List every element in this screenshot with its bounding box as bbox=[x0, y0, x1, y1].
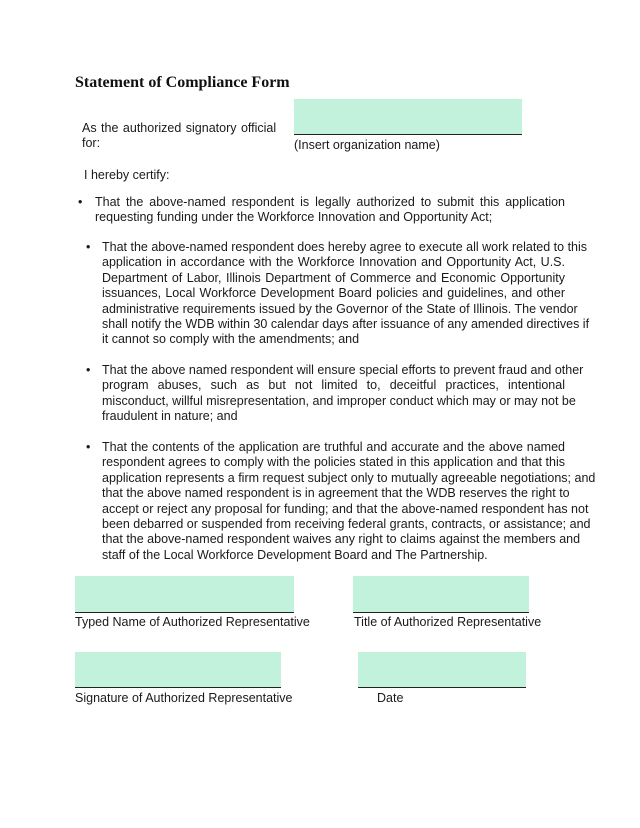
list-item-line: That the contents of the application are truthful and accurate and the above named bbox=[102, 440, 565, 454]
bullet-icon: • bbox=[86, 240, 91, 254]
list-item-line: it cannot so comply with the amendments; and bbox=[102, 332, 360, 347]
organization-name-field[interactable] bbox=[294, 99, 522, 135]
title-label: Title of Authorized Representative bbox=[354, 615, 542, 629]
list-item-line: Department of Labor, Illinois Department of Commerce and Economic Opportunity bbox=[102, 270, 565, 285]
bullet-icon: • bbox=[78, 195, 83, 209]
list-item-line: staff of the Local Workforce Development Board and The Partnership. bbox=[102, 547, 488, 562]
list-item-line: program abuses, such as but not limited to, deceitful practices, intentional bbox=[102, 378, 565, 393]
list-item-line: fraudulent in nature; and bbox=[102, 409, 238, 424]
list-item bbox=[102, 440, 596, 563]
list-item bbox=[102, 363, 584, 425]
signature-label: Signature of Authorized Representative bbox=[75, 691, 293, 705]
list-item-line: misconduct, willful misrepresentation, and improper conduct which may or may not be bbox=[102, 393, 576, 408]
list-item-line: application represents a firm request subject only to mutually agreeable negotiations; and bbox=[102, 470, 596, 485]
list-item-line: issuances, Local Workforce Development Board policies and guidelines, and other bbox=[102, 286, 565, 301]
list-item-line: That the above-named respondent is legally authorized to submit this application bbox=[95, 195, 565, 209]
list-item-line: That the above named respondent will ensure special efforts to prevent fraud and other bbox=[102, 363, 584, 377]
list-item-line: That the above-named respondent does hereby agree to execute all work related to this bbox=[102, 240, 588, 254]
signature-field[interactable] bbox=[75, 652, 281, 688]
title-field[interactable] bbox=[353, 576, 529, 613]
list-item-line: shall notify the WDB within 30 calendar days after issuance of any amended directives if bbox=[102, 317, 590, 332]
list-item-line: requesting funding under the Workforce Innovation and Opportunity Act; bbox=[95, 210, 493, 225]
bullet-icon: • bbox=[86, 363, 91, 377]
date-field[interactable] bbox=[358, 652, 526, 688]
signatory-label: As the authorized signatory official for: bbox=[82, 121, 277, 151]
bullet-icon: • bbox=[86, 440, 91, 454]
list-item bbox=[102, 240, 590, 348]
typed-name-label: Typed Name of Authorized Representative bbox=[75, 615, 310, 629]
form-title: Statement of Compliance Form bbox=[75, 74, 290, 91]
list-item-line: respondent agrees to comply with the policies stated in this application and that this bbox=[102, 455, 565, 470]
list-item-line: that the above named respondent is in agreement that the WDB reserves the right to bbox=[102, 486, 570, 501]
list-item-line: administrative requirements issued by the Governor of the State of Illinois. The vendor bbox=[102, 301, 578, 316]
date-label: Date bbox=[377, 691, 404, 705]
list-item-line: application in accordance with the Workforce Innovation and Opportunity Act, U.S. bbox=[102, 255, 565, 270]
typed-name-field[interactable] bbox=[75, 576, 294, 613]
certify-label: I hereby certify: bbox=[84, 168, 170, 182]
list-item bbox=[95, 195, 565, 226]
list-item-line: that the above-named respondent waives any right to claims against the members and bbox=[102, 532, 581, 547]
organization-hint: (Insert organization name) bbox=[294, 138, 440, 152]
list-item-line: accept or reject any proposal for funding; and that the above-named respondent has not bbox=[102, 501, 589, 516]
list-item-line: been debarred or suspended from receiving federal grants, contracts, or assistance; and bbox=[102, 517, 591, 532]
